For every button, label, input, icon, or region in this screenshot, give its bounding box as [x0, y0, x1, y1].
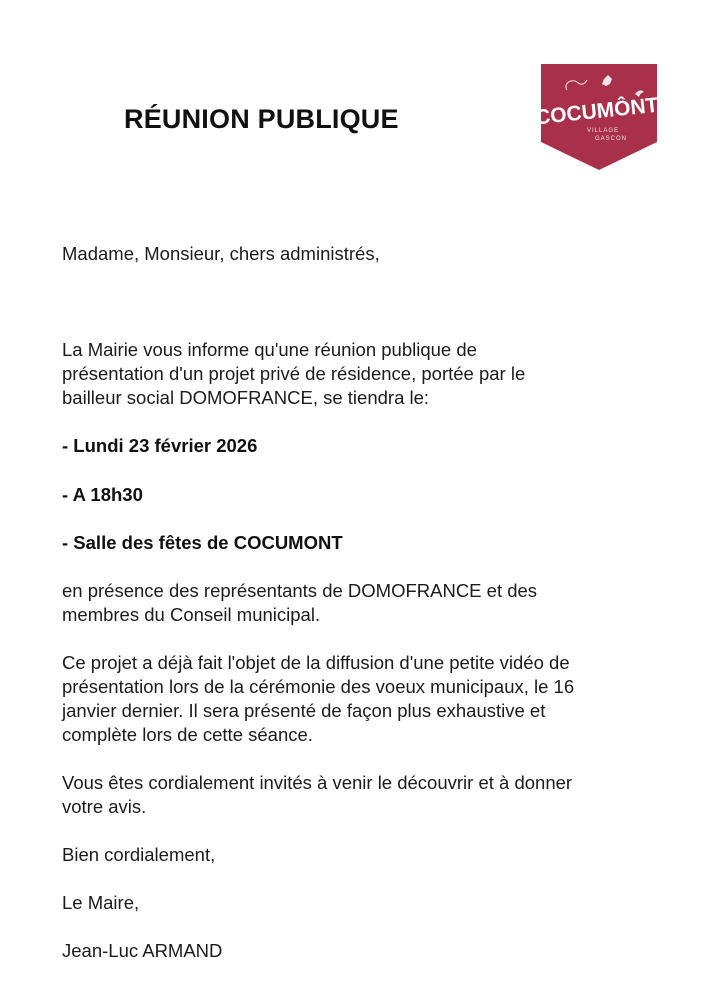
project-line: présentation lors de la cérémonie des voeux municipaux, le 16 — [62, 676, 575, 697]
svg-text:GASCON: GASCON — [594, 136, 628, 142]
meeting-time — [62, 483, 662, 507]
project-line: janvier dernier. Il sera présenté de façon plus exhaustive et — [62, 700, 546, 721]
intro-line: La Mairie vous informe qu'une réunion publique de — [62, 339, 477, 360]
closing — [62, 843, 662, 867]
svg-text:COCUMÔNT: COCUMÔNT — [541, 93, 657, 130]
presence-paragraph — [62, 579, 662, 627]
signature-title-line: Le Maire, — [62, 892, 140, 913]
signature-title — [62, 891, 662, 915]
presence-line: membres du Conseil municipal. — [62, 604, 321, 625]
svg-text:VILLAGE: VILLAGE — [586, 128, 620, 134]
invite-line: votre avis. — [62, 796, 147, 817]
intro-line: présentation d'un projet privé de résidence, portée par le — [62, 363, 526, 384]
project-line: Ce projet a déjà fait l'objet de la diffusion d'une petite vidéo de — [62, 652, 570, 673]
meeting-time-line: - A 18h30 — [62, 484, 143, 505]
invite-paragraph — [62, 771, 662, 819]
page-title: RÉUNION PUBLIQUE — [124, 104, 399, 134]
meeting-date — [62, 434, 662, 458]
intro-paragraph — [62, 338, 662, 410]
signature-name-line: Jean-Luc ARMAND — [62, 940, 223, 961]
signature-name — [62, 939, 662, 963]
cocumont-logo-shield — [541, 64, 657, 170]
meeting-date-line: - Lundi 23 février 2026 — [62, 435, 258, 456]
greeting-line: Madame, Monsieur, chers administrés, — [62, 243, 380, 264]
meeting-place — [62, 531, 662, 555]
closing-line: Bien cordialement, — [62, 844, 216, 865]
project-line: complète lors de cette séance. — [62, 724, 313, 745]
meeting-place-line: - Salle des fêtes de COCUMONT — [62, 532, 343, 553]
greeting — [62, 242, 662, 266]
cocumont-logo — [541, 64, 657, 170]
project-paragraph — [62, 651, 662, 747]
invite-line: Vous êtes cordialement invités à venir le découvrir et à donner — [62, 772, 573, 793]
presence-line: en présence des représentants de DOMOFRANCE et des — [62, 580, 538, 601]
intro-line: bailleur social DOMOFRANCE, se tiendra le: — [62, 387, 430, 408]
